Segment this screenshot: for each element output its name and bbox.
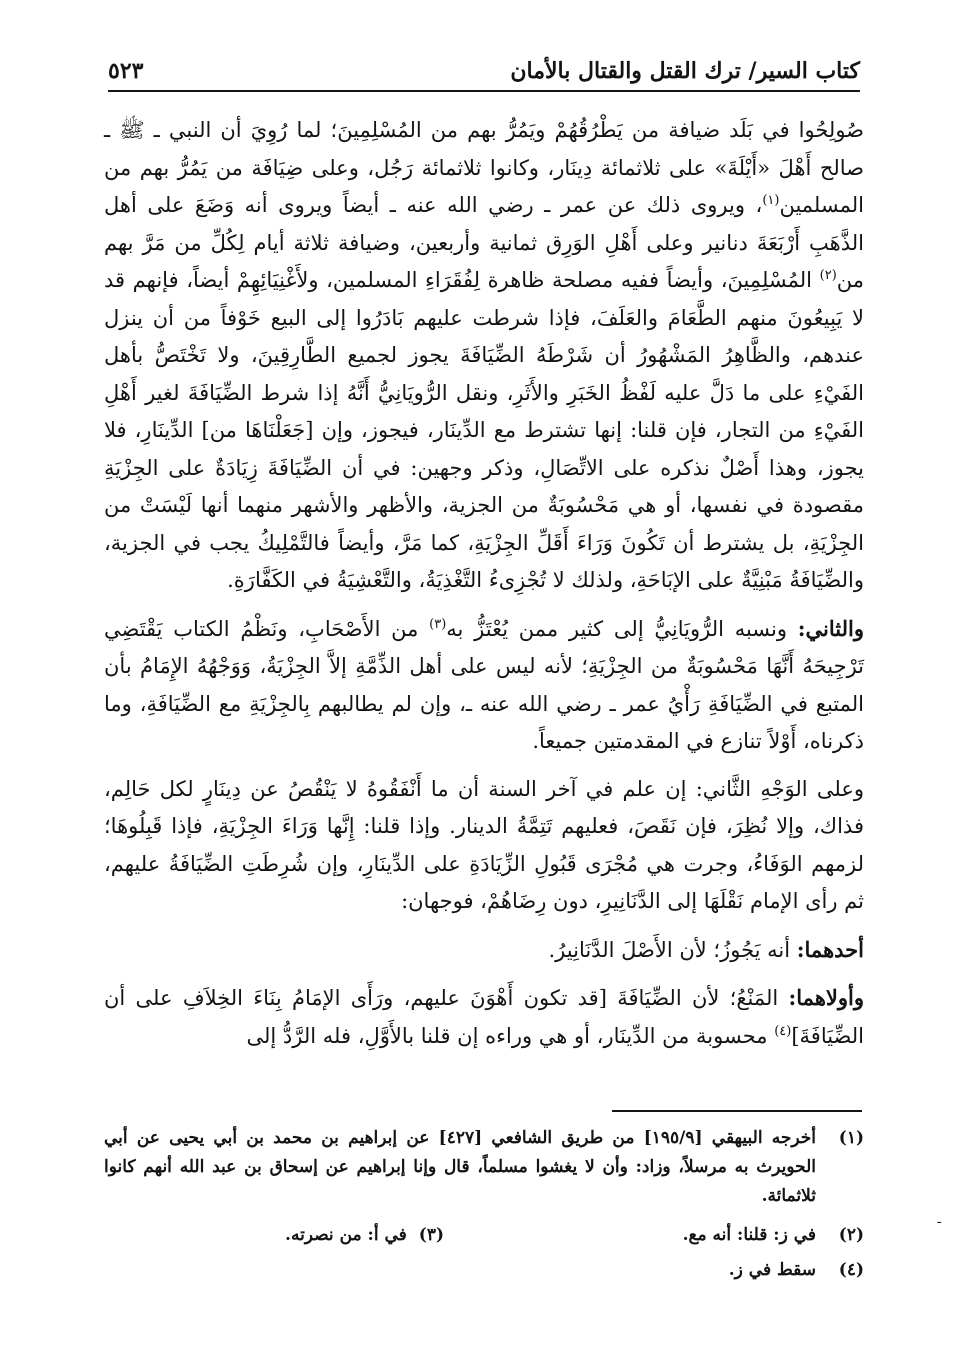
footnote-rule bbox=[612, 1110, 862, 1112]
page-number: ٥٢٣ bbox=[108, 58, 144, 84]
footnote-3-text: في أ: من نصرته. bbox=[285, 1225, 407, 1245]
footnote-ref-4[interactable]: (٤) bbox=[774, 1023, 792, 1039]
main-text bbox=[104, 112, 864, 1055]
margin-mark: ـ bbox=[937, 1212, 941, 1226]
paragraph-3 bbox=[104, 771, 864, 921]
footnote-4-number: (٤) bbox=[838, 1260, 864, 1280]
footnote-2-number: (٢) bbox=[838, 1225, 864, 1245]
footnote-ref-2[interactable]: (٢) bbox=[819, 268, 837, 283]
paragraph-5-text-b: محسوبة من الدِّينَار، أو هي وراءه إن قلنا بالأَوَّلِ، فله الرَّدُّ إلى bbox=[246, 1023, 775, 1048]
header-rule bbox=[108, 90, 860, 92]
paragraph-1-text-b: ، ويروى ذلك عن عمر ـ رضي الله عنه ـ أيضاً ويروى أنه وَضَعَ على أهل الذَّهَبِ أَرْبَعَةَ دنانير وعلى أَهْلِ الوَرِق ثمانية وأربعين، وضيافة ثلاثة أيام لِكُلِّ من مَرَّ بهم من bbox=[104, 193, 864, 292]
footnotes bbox=[104, 1124, 864, 1285]
footnote-4-text: سقط في ز. bbox=[728, 1260, 816, 1280]
paragraph-1-text-c: المُسْلِمِينَ، وأيضاً ففيه مصلحة ظاهرة لِفُقَرَاءِ المسلمين، ولأَغْنِيَائِهِمْ أيضاً، فإنهم قد لا يَبِيعُونَ منهم الطَّعَامَ والعَلَفَ، فإذا شرطت عليهم بَادَرُوا إلى البيع خَوْفاً من أن ينزل عندهم، والظَّاهِرُ المَشْهُورُ أن شَرْطَهُ الضِّيَافَةَ يجوز لجميع الطَّارِقِينَ، ولا تَخْتَصُّ بأهل الفَيْءِ على ما دَلَّ عليه لَفْظُ الخَبَرِ والأَثَرِ، ونقل الرُّويَانِيُّ أَنَّهُ إذا شرط الضِّيَافَةَ لغير أَهْلِ الفَيْءِ من التجار، فإن قلنا: إنها تشترط مع الدِّينَار، فيجوز، وإن [جَعَلْنَاهَا من] الدِّينَارِ، فلا يجوز، وهذا أَصْلٌ نذكره على الاتِّصَالِ، وذكر وجهين: في أن الضِّيَافَةَ زِيَادَةٌ على الجِزْيَةِ مقصودة في نفسها، أو هي مَحْسُوبَةٌ من الجزية، والأظهر والأشهر منهما أنها لَيْسَتْ من الجِزْيَةِ، بل يشترط أن تَكُونَ وَرَاءَ أَقَلِّ الجِزْيَةِ، كما مَرَّ، وأيضاً فالتَّمْلِيكُ يجب في الجزية، والضِّيَافَةُ مَبْنِيَّةٌ على الإبَاحَةِ، ولذلك لا تُجْزِىءُ التَّغْذِيَةُ، والتَّعْشِيَةُ في الكَفَّارَةِ. bbox=[104, 268, 864, 592]
footnote-row-4 bbox=[104, 1256, 864, 1285]
footnote-1 bbox=[104, 1124, 864, 1211]
footnote-3-number: (٣) bbox=[418, 1225, 444, 1245]
paragraph-2-text-a: ونسبه الرُّويَانِيُّ إلى كثير ممن يُعْتَزُّ به bbox=[446, 616, 798, 641]
paragraph-5-text-a: المَنْعُ؛ لأن الضِّيَافَةَ [قد تكون أَهْوَنَ عليهم، ورَأَى الإمَامُ بِنَاءَ الخِلاَفِ على أن الضِّيَافَةَ] bbox=[104, 986, 864, 1048]
running-title: كتاب السير/ ترك القتل والقتال بالأمان bbox=[510, 58, 860, 84]
footnote-1-text: أخرجه البيهقي [١٩٥/٩] من طريق الشافعي [٤٢٧] عن إبراهيم بن محمد بن أبي يحيى عن أبي الحويرث به مرسلاً، وزاد: وأن لا يغشوا مسلماً، قال وإنا إبراهيم عن إسحاق بن عبد الله أنهم كانوا ثلاثمائة. bbox=[104, 1128, 817, 1206]
paragraph-2-term: والثاني: bbox=[797, 615, 864, 641]
page-header bbox=[108, 52, 860, 92]
footnote-ref-3[interactable]: (٣) bbox=[429, 616, 447, 632]
paragraph-1 bbox=[104, 112, 864, 600]
paragraph-4-text: أنه يَجُوزُ؛ لأن الأَصْلَ الدَّنَانِيرُ. bbox=[548, 937, 797, 962]
footnote-3 bbox=[285, 1221, 444, 1250]
footnote-ref-1[interactable]: (١) bbox=[762, 193, 780, 208]
paragraph-2 bbox=[104, 610, 864, 761]
paragraph-5-term: وأولاهما: bbox=[788, 985, 864, 1010]
paragraph-1-text-a: صُولِحُوا في بَلَد ضيافة من يَطْرُقُهُمْ ويَمُرُّ بهم من المُسْلِمِينَ؛ لما رُوِيَ أن النبي ـ ﷺ ـ صالح أَهْلَ «أَيْلَةَ» على ثلاثمائة دِينَار، وكانوا ثلاثمائة رَجُل، وعلى ضِيَافَة من يَمُرُّ بهم من المسلمين bbox=[104, 118, 864, 217]
paragraph-5 bbox=[104, 979, 864, 1055]
footnote-2-text: في ز: قلنا: أنه مع. bbox=[682, 1225, 816, 1245]
paragraph-4-term: أحدهما: bbox=[796, 936, 864, 962]
footnote-row-2-3 bbox=[104, 1221, 864, 1250]
footnote-1-number: (١) bbox=[838, 1128, 864, 1148]
paragraph-3-text: وعلى الوَجْهِ الثَّاني: إن علم في آخر السنة أن ما أَنْفَقُوهُ لا يَنْقُصُ عن دِينَارٍ لكل حَالِم، فذاك، وإلا نُظِرَ، فإن نَقَصَ، فعليهم تَتِمَّةُ الدينار. وإذا قلنا: إِنَّها وَرَاءَ الجِزْيَةِ، فإذا قَبِلُوهَا؛ لزمهم الوَفَاءُ، وجرت هي مُجْرَى قَبُولِ الزِّيَادَةِ على الدِّينَارِ، وإن شُرِطَتِ الضِّيَافَةُ عليهم، ثم رأى الإمام نَقْلَهَا إلى الدَّنَانِيرِ، دون رِضَاهُمْ، فوجهان: bbox=[104, 776, 864, 913]
paragraph-2-text-b: من الأَصْحَابِ، ونَظْمُ الكتاب يَقْتَضِي تَرْجِيحَهُ أَنَّهَا مَحْسُوبَةٌ من الجِزْيَةِ؛ لأنه ليس على أهل الذِّمَّةِ إلاَّ الجِزْيَةُ، وَوَجْهُهُ الإِمَامُ بأن المتبع في الضِّيَافَةِ رَأْيُ عمر ـ رضي الله عنه ـ، وإن لم يطالبهم بِالجِزْيَةِ مع الضِّيَافَةِ، وما ذكرناه، أَوْلاً تنازع في المقدمتين جميعاً. bbox=[104, 616, 864, 753]
paragraph-4 bbox=[104, 931, 864, 970]
